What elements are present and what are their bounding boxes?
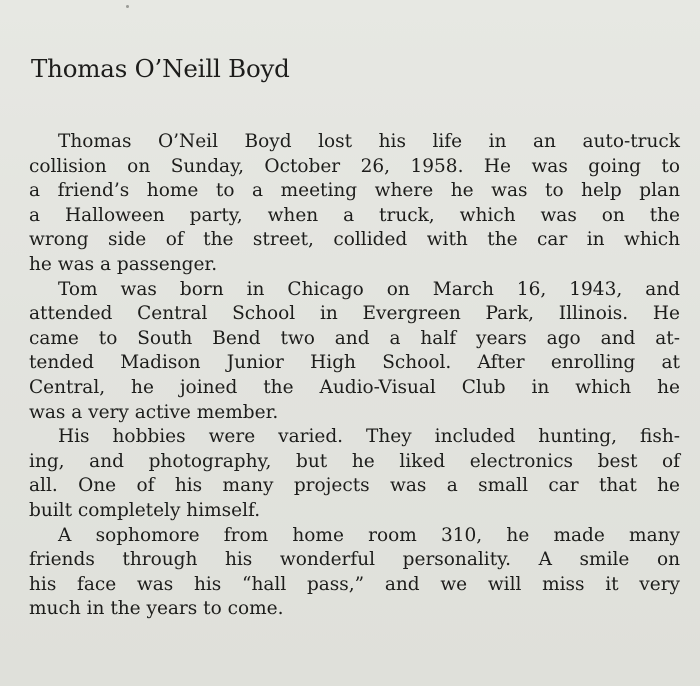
text-line: much in the years to come. (29, 598, 284, 620)
paragraph-4 (29, 524, 680, 622)
paragraph-3 (29, 425, 680, 523)
text-line: Central, he joined the Audio-Visual Club in which he (29, 376, 680, 398)
text-line: he was a passenger. (29, 253, 218, 275)
text-line: all. One of his many projects was a small car that he (29, 475, 680, 497)
memorial-text (29, 130, 680, 622)
text-line: Thomas O’Neil Boyd lost his life in an auto-truck (58, 131, 680, 152)
text-line: ing, and photography, but he liked electronics best of (29, 450, 680, 472)
text-line: Tom was born in Chicago on March 16, 1943, and (58, 278, 680, 300)
paragraph-1 (29, 130, 680, 278)
text-line: was a very active member. (29, 401, 279, 423)
text-line: friends through his wonderful personality. A smile on (29, 549, 680, 571)
text-line: a friend’s home to a meeting where he was to help plan (29, 180, 680, 202)
text-line: wrong side of the street, collided with the car in which (29, 229, 680, 251)
text-line: his face was his “hall pass,” and we will miss it very (29, 573, 680, 595)
text-line: came to South Bend two and a half years ago and at- (29, 327, 680, 349)
page-title: Thomas O’Neill Boyd (31, 54, 290, 83)
text-line: A sophomore from home room 310, he made many (58, 524, 680, 546)
text-line: built completely himself. (29, 499, 261, 521)
text-line: collision on Sunday, October 26, 1958. He was going to (29, 155, 680, 177)
paragraph-2 (29, 278, 680, 426)
text-line: a Halloween party, when a truck, which was on the (29, 204, 680, 226)
text-line: tended Madison Junior High School. After enrolling at (29, 352, 680, 374)
text-line: His hobbies were varied. They included hunting, fish- (58, 426, 680, 448)
text-line: attended Central School in Evergreen Park, Illinois. He (29, 303, 680, 325)
paper-speck (126, 5, 129, 8)
